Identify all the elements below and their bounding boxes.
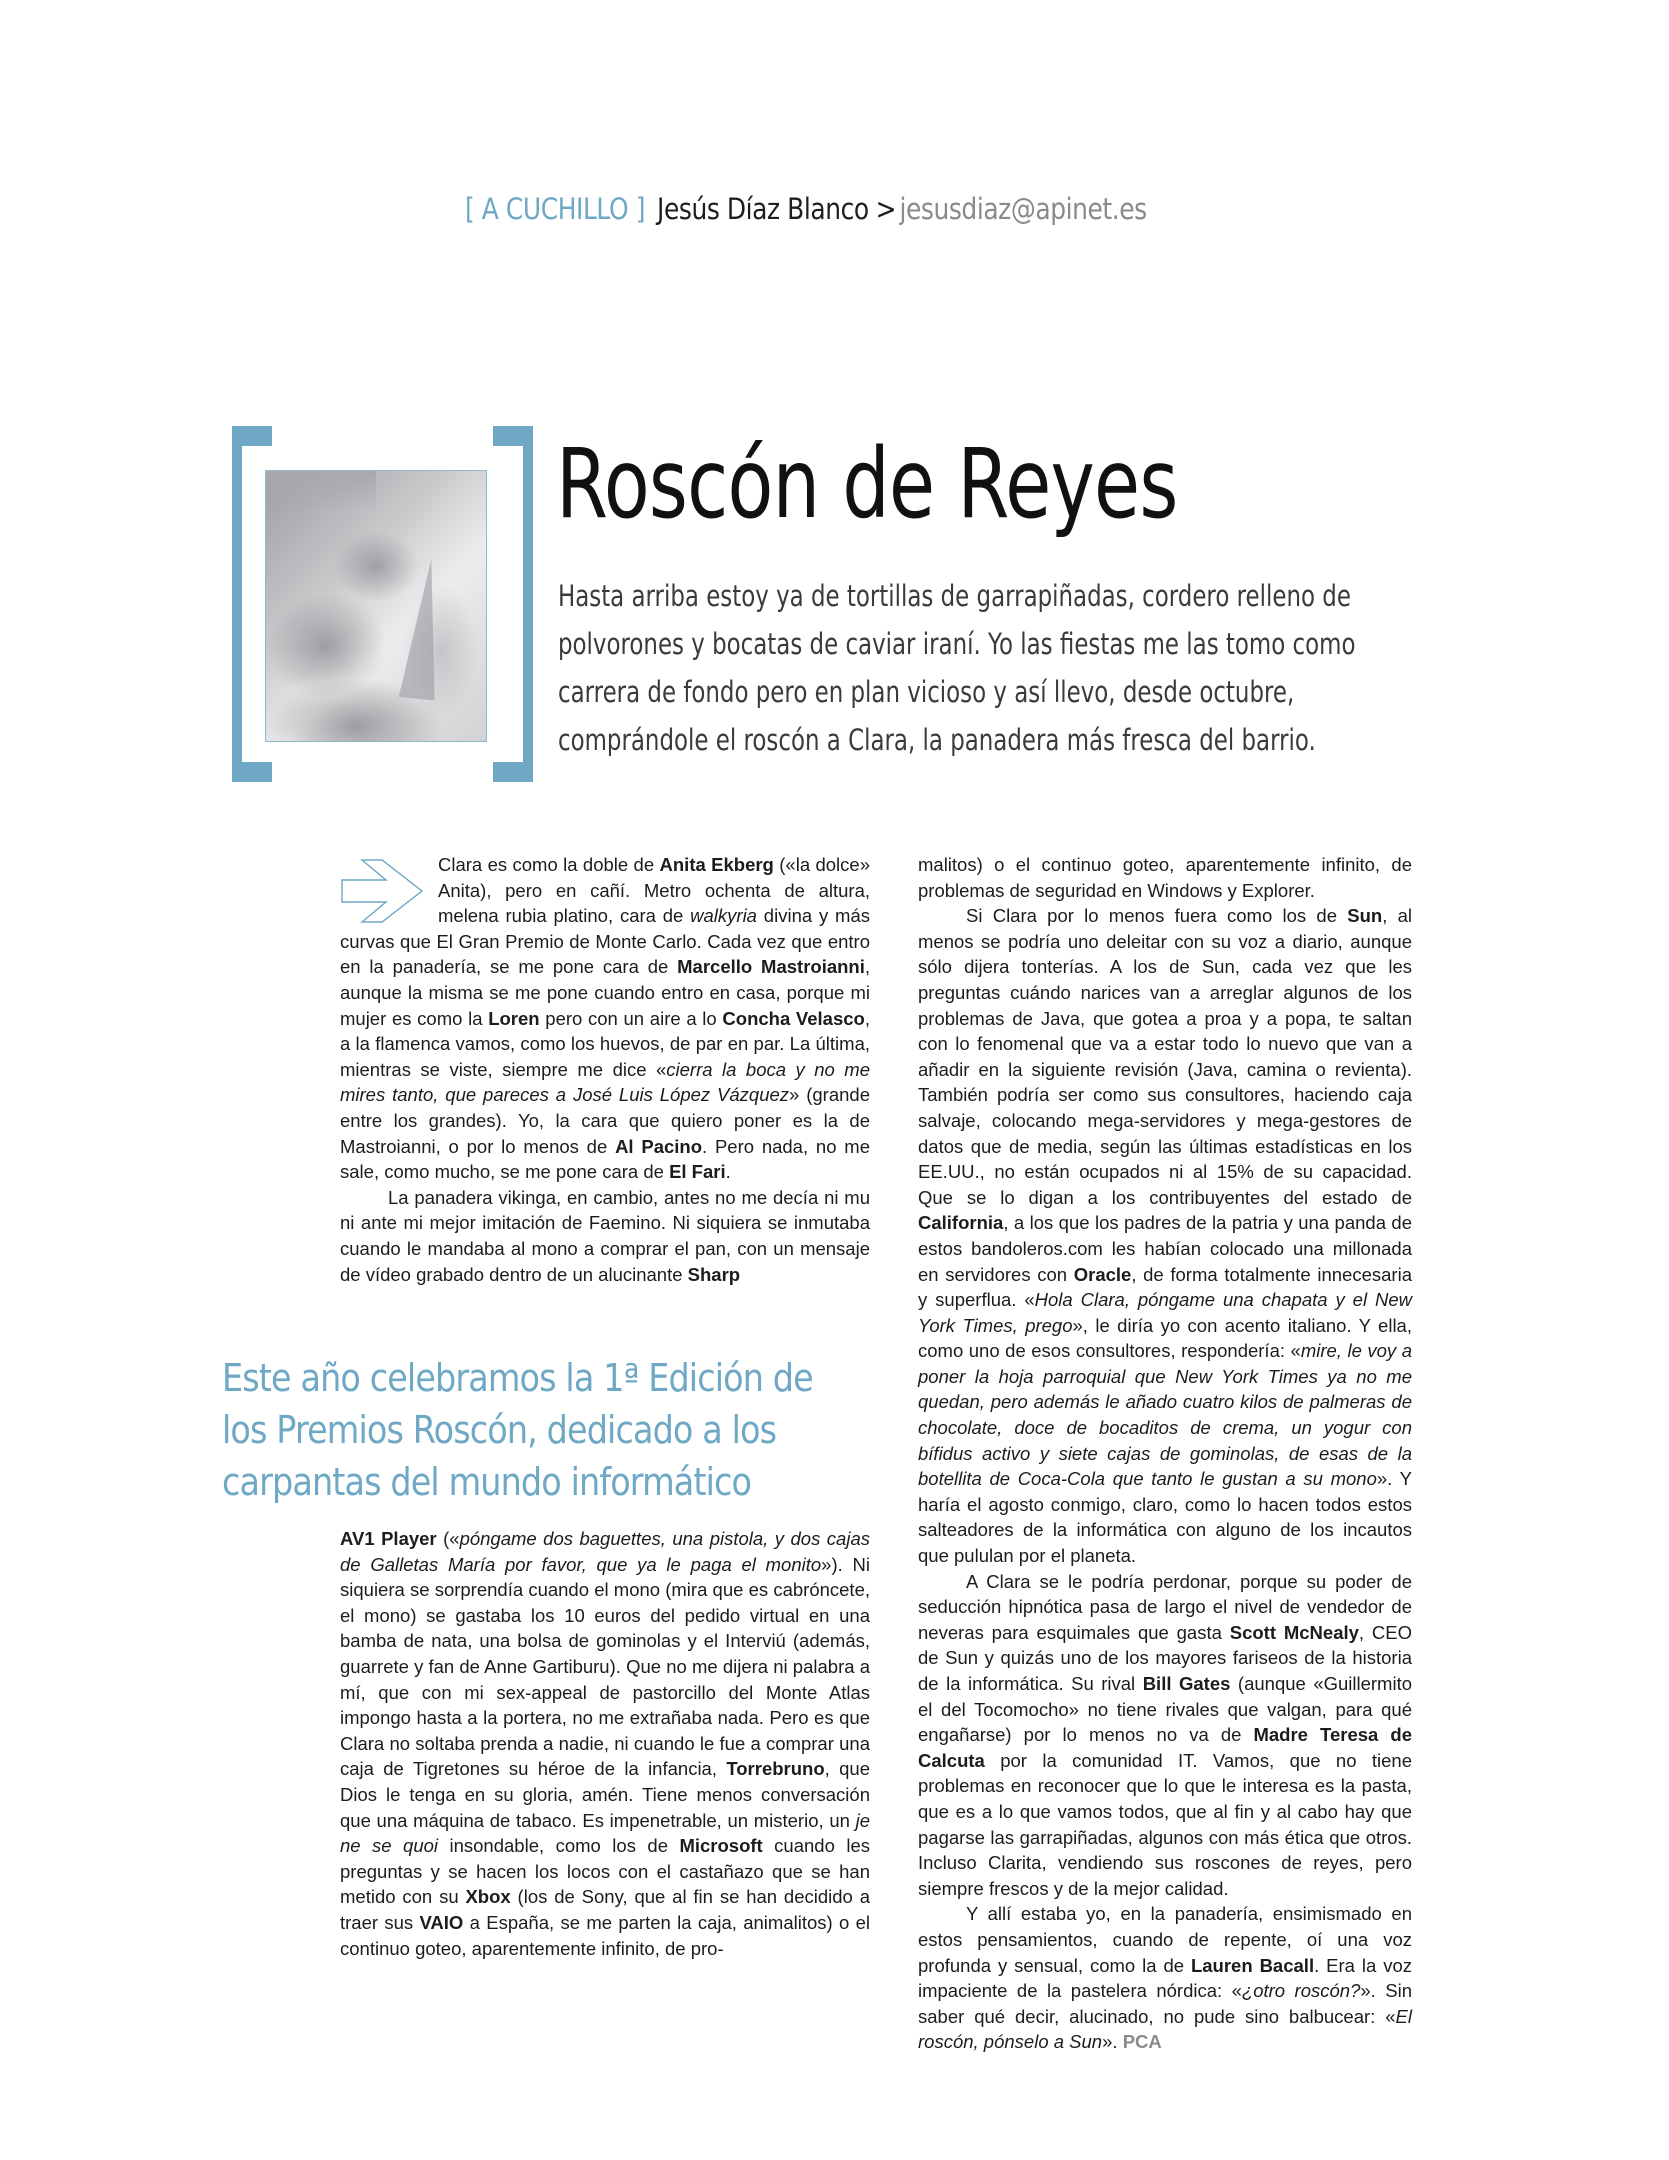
- right-bracket-top-arm: [493, 426, 533, 446]
- text-run: («la dolce» Anita), pero en cañí. Metro ochenta de altura, melena rubia platino, cara de: [438, 854, 870, 927]
- body-column-left-top: [340, 852, 870, 1287]
- bold-name: Madre Teresa de Calcuta: [918, 1724, 1412, 1771]
- text-run: , CEO de Sun y quizás uno de los mayores fariseos de la historia de la informática. Su rival: [918, 1621, 1412, 1694]
- body-column-left-bottom: [340, 1526, 870, 1962]
- text-run: . Pero nada, no me sale, como mucho, se me pone cara de: [340, 1135, 870, 1183]
- text-run: («: [436, 1528, 460, 1549]
- italic-quote: je ne se quoi: [340, 1809, 870, 1857]
- paragraph: [918, 1901, 1412, 2055]
- text-run: (los de Sony, que al fin se han decidido a traer sus: [340, 1886, 870, 1933]
- text-run: , aunque la misma se me pone cuando entro en casa, porque mi mujer es como la: [340, 956, 870, 1029]
- italic-quote: ¿otro roscón?: [1241, 1980, 1361, 2002]
- text-run: pero con un aire a lo: [539, 1007, 723, 1029]
- text-run: , a la flamenca vamos, como los huevos, de par en par. La última, mientras se viste, siempre me dice «: [340, 1007, 870, 1080]
- bold-name: Xbox: [465, 1886, 511, 1908]
- text-run: malitos) o el continuo goteo, aparentemente infinito, de problemas de seguridad en Windows y Explorer.: [918, 854, 1412, 901]
- bold-name: Concha Velasco: [722, 1007, 865, 1029]
- left-bracket-icon: [232, 426, 242, 782]
- bold-name: VAIO: [419, 1911, 464, 1933]
- text-run: . Era la voz impaciente de la pastelera nórdica: «: [918, 1954, 1412, 2002]
- bold-name: AV1 Player: [340, 1528, 437, 1549]
- pull-quote-line: Este año celebramos la 1ª Edición de: [222, 1356, 813, 1400]
- text-run: , al menos se podría uno deleitar con su voz a diario, aunque sólo dijera tonterías. A los de Sun, cada vez que les preguntas cuándo narices van a arreglar algunos de los problemas de Java, que gotea a proa y a popa, te saltan con lo fenomenal que va a estar todo lo nuevo que van a añadir en la siguiente revisión (Java, camina o revienta). También podría ser como sus consultores, haciendo caja salvaje, colocando mega-servidores y mega-gestores de datos que de media, según las últimas estadísticas en los EE.UU., no están ocupados ni al 15% de su capacidad. Que se lo digan a los contribuyentes del estado de: [918, 905, 1412, 1208]
- bold-name: Anita Ekberg: [659, 854, 774, 875]
- lead-line: Hasta arriba estoy ya de tortillas de garrapiñadas, cordero relleno de: [558, 579, 1351, 613]
- text-run: Clara es como la doble de: [438, 854, 660, 875]
- signature: PCA: [1122, 2031, 1162, 2053]
- text-run: A Clara se le podría perdonar, porque su poder de seducción hipnótica pasa de largo el nivel de vendedor de neveras para esquimales que gasta: [918, 1570, 1412, 1643]
- pull-quote: [222, 1352, 908, 1508]
- column-header: [465, 192, 1147, 226]
- paragraph: [918, 903, 1412, 1568]
- lead-line: polvorones y bocatas de caviar iraní. Yo las fiestas me las tomo como: [558, 627, 1356, 661]
- text-run: por la comunidad IT. Vamos, que no tiene problemas en reconocer que lo que le interesa es la pasta, que es a lo que vamos todos, que al fin y al cabo hay que pagarse las garrapiñadas, algunos con más ética que otros. Incluso Clarita, vendiendo sus roscones de reyes, pero siempre frescos y de la mejor calidad.: [918, 1749, 1412, 1899]
- pull-quote-line: los Premios Roscón, dedicado a los: [222, 1408, 777, 1452]
- bold-name: Sharp: [687, 1263, 741, 1285]
- pull-quote-line: carpantas del mundo informático: [222, 1460, 752, 1504]
- paragraph: [340, 852, 870, 1185]
- body-column-right: [918, 852, 1412, 2055]
- text-run: », le diría yo con acento italiano. Y ella, como uno de esos consultores, respondería: «: [918, 1314, 1412, 1362]
- text-run: divina y más curvas que El Gran Premio de Monte Carlo. Cada vez que entro en la panadería, se me pone cara de: [340, 905, 870, 978]
- bold-name: Scott McNealy: [1229, 1621, 1359, 1643]
- author-email: jesusdiaz@apinet.es: [899, 192, 1147, 226]
- article-title: Roscón de Reyes: [556, 428, 1178, 540]
- photo-shading: [399, 558, 449, 701]
- bold-name: Bill Gates: [1142, 1673, 1231, 1694]
- text-run: ».: [1102, 2031, 1123, 2053]
- italic-quote: El roscón, pónselo a Sun: [918, 2005, 1412, 2053]
- italic-quote: cierra la boca y no me mires tanto, que pareces a José Luis López Vázquez: [340, 1058, 870, 1106]
- author-name: Jesús Díaz Blanco: [657, 192, 869, 226]
- text-run: .: [725, 1161, 731, 1183]
- text-run: cuando les preguntas y se hacen los locos con el castañazo que se han metido con su: [340, 1835, 870, 1908]
- italic-quote: Hola Clara, póngame una chapata y el New York Times, prego: [918, 1289, 1412, 1336]
- bold-name: El Fari: [669, 1161, 726, 1183]
- text-run: ». Y haría el agosto conmigo, claro, como lo hacen todos estos salteadores de la informática con alguno de los incautos que pululan por el planeta.: [918, 1468, 1413, 1567]
- section-label: [ A CUCHILLO ]: [465, 192, 646, 226]
- text-run: (aunque «Guillermito el del Tocomocho» no tiene rivales que valgan, para qué engañarse) por lo menos no va de: [918, 1673, 1413, 1746]
- bold-name: Sun: [1347, 905, 1383, 927]
- lead-line: carrera de fondo pero en plan vicioso y así llevo, desde octubre,: [558, 675, 1295, 709]
- text-run: » (grande entre los grandes). Yo, la cara que quiero poner es la de Mastroianni, o por lo menos de: [340, 1084, 870, 1157]
- text-run: a España, se me parten la caja, animalitos) o el continuo goteo, aparentemente infinito, de pro-: [340, 1911, 870, 1959]
- bold-name: Microsoft: [679, 1835, 763, 1857]
- separator: >: [875, 192, 897, 226]
- text-run: La panadera vikinga, en cambio, antes no me decía ni mu ni ante mi mejor imitación de Faemino. Ni siquiera se inmutaba cuando le mandaba al mono a comprar el pan, con un mensaje de vídeo grabado dentro de un alucinante: [340, 1186, 870, 1285]
- right-bracket-icon: [523, 426, 533, 782]
- text-run: ». Sin saber qué decir, alucinado, no pude sino balbucear: «: [918, 1980, 1412, 2027]
- bold-name: Torrebruno: [726, 1758, 825, 1780]
- text-run: insondable, como los de: [438, 1835, 680, 1857]
- paragraph: [918, 852, 1412, 903]
- italic-quote: mire, le voy a poner la hoja parroquial que New York Times ya no me quedan, pero además le añado cuatro kilos de palmeras de chocolate, doce de bocaditos de crema, un yogur con bífidus activo y siete cajas de gominolas, de esas de la botellita de Coca-Cola que tanto le gustan a su mono: [918, 1340, 1412, 1490]
- photo-shading: [266, 471, 376, 511]
- paragraph-text: [918, 1903, 1412, 2052]
- text-run: Si Clara por lo menos fuera como los de: [966, 905, 1348, 927]
- lead-line: comprándole el roscón a Clara, la panadera más fresca del barrio.: [558, 723, 1316, 757]
- text-run: »). Ni siquiera se sorprendía cuando el mono (mira que es cabróncete, el mono) se gastaba los 10 euros del pedido virtual en una bamba de nata, una bolsa de gominolas y el Interviú (además, guarrete y fan de Anne Gartiburu). Que no me dijera ni palabra a mí, que con mi sex-appeal de pastorcillo del Monte Atlas impongo hasta a la portera, no me extrañaba nada. Pero es que Clara no soltaba prenda a nadie, ni cuando le fue a comprar una caja de Tigretones su héroe de la infancia,: [340, 1553, 870, 1780]
- italic-quote: póngame dos baguettes, una pistola, y dos cajas de Galletas María por favor, que ya le paga el monito: [340, 1528, 870, 1575]
- bold-name: Al Pacino: [615, 1135, 703, 1157]
- arrow-spacer: [340, 852, 438, 928]
- text-run: Y allí estaba yo, en la panadería, ensimismado en estos pensamientos, cuando de repente, oí una voz profunda y sensual, como la de: [918, 1903, 1412, 1976]
- bold-name: California: [918, 1212, 1004, 1234]
- bold-name: Marcello Mastroianni: [677, 956, 865, 978]
- text-run: , a los que los padres de la patria y una panda de estos bandoleros.com les habían colocado una millonada en servidores con: [918, 1212, 1412, 1285]
- right-bracket-bottom-arm: [493, 762, 533, 782]
- italic-quote: walkyria: [690, 905, 757, 927]
- bold-name: Lauren Bacall: [1190, 1954, 1315, 1976]
- author-photo: [265, 470, 487, 742]
- text-run: , de forma totalmente innecesaria y superflua. «: [918, 1263, 1412, 1311]
- left-bracket-bottom-arm: [232, 762, 272, 782]
- paragraph: [340, 1185, 870, 1287]
- paragraph: [340, 1526, 870, 1961]
- bold-name: Loren: [488, 1007, 540, 1029]
- paragraph: [918, 1569, 1412, 1902]
- text-run: , que Dios le tenga en su gloria, amén. Tiene menos conversación que una máquina de tabaco. Es impenetrable, un misterio, un: [340, 1758, 870, 1831]
- left-bracket-top-arm: [232, 426, 272, 446]
- article-lead: [558, 572, 1459, 764]
- bold-name: Oracle: [1073, 1263, 1132, 1285]
